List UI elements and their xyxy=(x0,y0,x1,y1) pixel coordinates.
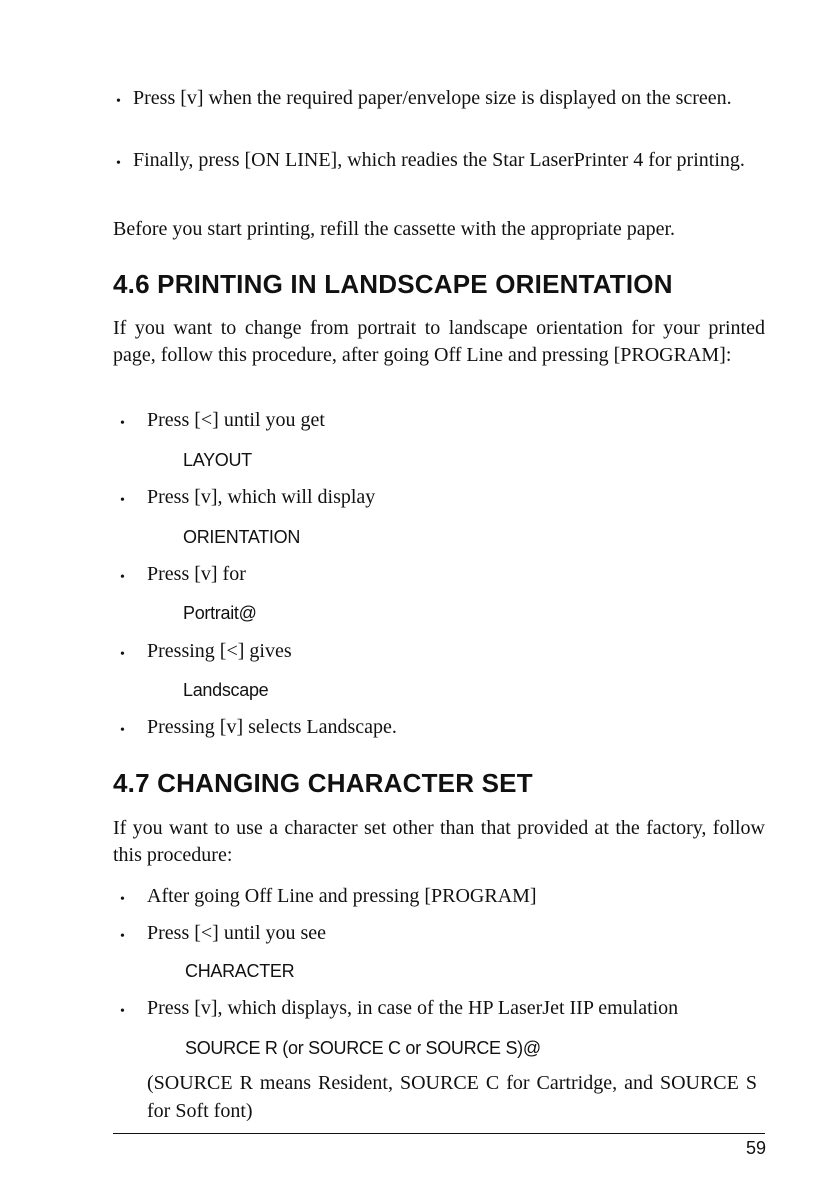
step-text: Press [<] until you see xyxy=(147,922,327,944)
step-text: After going Off Line and pressing [PROGRAM] xyxy=(147,885,537,907)
bullet-marker: • xyxy=(120,723,125,738)
display-readout: Portrait@ xyxy=(183,603,257,623)
section-4-7-paragraph: If you want to use a character set other than that provided at the factory, follow this procedure: xyxy=(113,817,765,866)
display-readout: Landscape xyxy=(183,680,269,700)
display-readout: LAYOUT xyxy=(183,450,252,470)
step-text: Press [v] for xyxy=(147,563,246,585)
bullet-marker: • xyxy=(120,493,125,508)
display-readout: ORIENTATION xyxy=(183,527,301,547)
intro-bullet-1: Press [v] when the required paper/envelope size is displayed on the screen. xyxy=(133,87,732,109)
step-text: Press [v], which will display xyxy=(147,486,376,508)
section-heading-4-6: 4.6 PRINTING IN LANDSCAPE ORIENTATION xyxy=(113,269,673,299)
step-text: Pressing [v] selects Landscape. xyxy=(147,716,397,738)
bullet-marker: • xyxy=(120,892,125,907)
intro-note: Before you start printing, refill the cassette with the appropriate paper. xyxy=(113,218,676,240)
bullet-marker: • xyxy=(120,647,125,662)
source-note: (SOURCE R means Resident, SOURCE C for Cartridge, and SOURCE S for Soft font) xyxy=(147,1072,757,1122)
display-readout: SOURCE R (or SOURCE C or SOURCE S)@ xyxy=(185,1038,541,1058)
bullet-marker: • xyxy=(120,1004,125,1019)
bullet-marker: • xyxy=(120,570,125,585)
section-4-6-paragraph: If you want to change from portrait to landscape orientation for your printed page, follow this procedure, after going Off Line and pressing [PROGRAM]: xyxy=(113,317,765,366)
bullet-marker: • xyxy=(120,929,125,944)
step-text: Press [v], which displays, in case of the HP LaserJet IIP emulation xyxy=(147,997,679,1019)
bullet-marker: • xyxy=(116,94,121,109)
section-heading-4-7: 4.7 CHANGING CHARACTER SET xyxy=(113,768,533,798)
footer-rule xyxy=(113,1133,765,1134)
step-text: Press [<] until you get xyxy=(147,409,325,431)
bullet-marker: • xyxy=(116,156,121,171)
bullet-marker: • xyxy=(120,416,125,431)
display-readout: CHARACTER xyxy=(185,961,295,981)
intro-bullet-2: Finally, press [ON LINE], which readies the Star LaserPrinter 4 for printing. xyxy=(133,149,745,171)
page-number: 59 xyxy=(745,1138,766,1158)
step-text: Pressing [<] gives xyxy=(147,640,292,662)
